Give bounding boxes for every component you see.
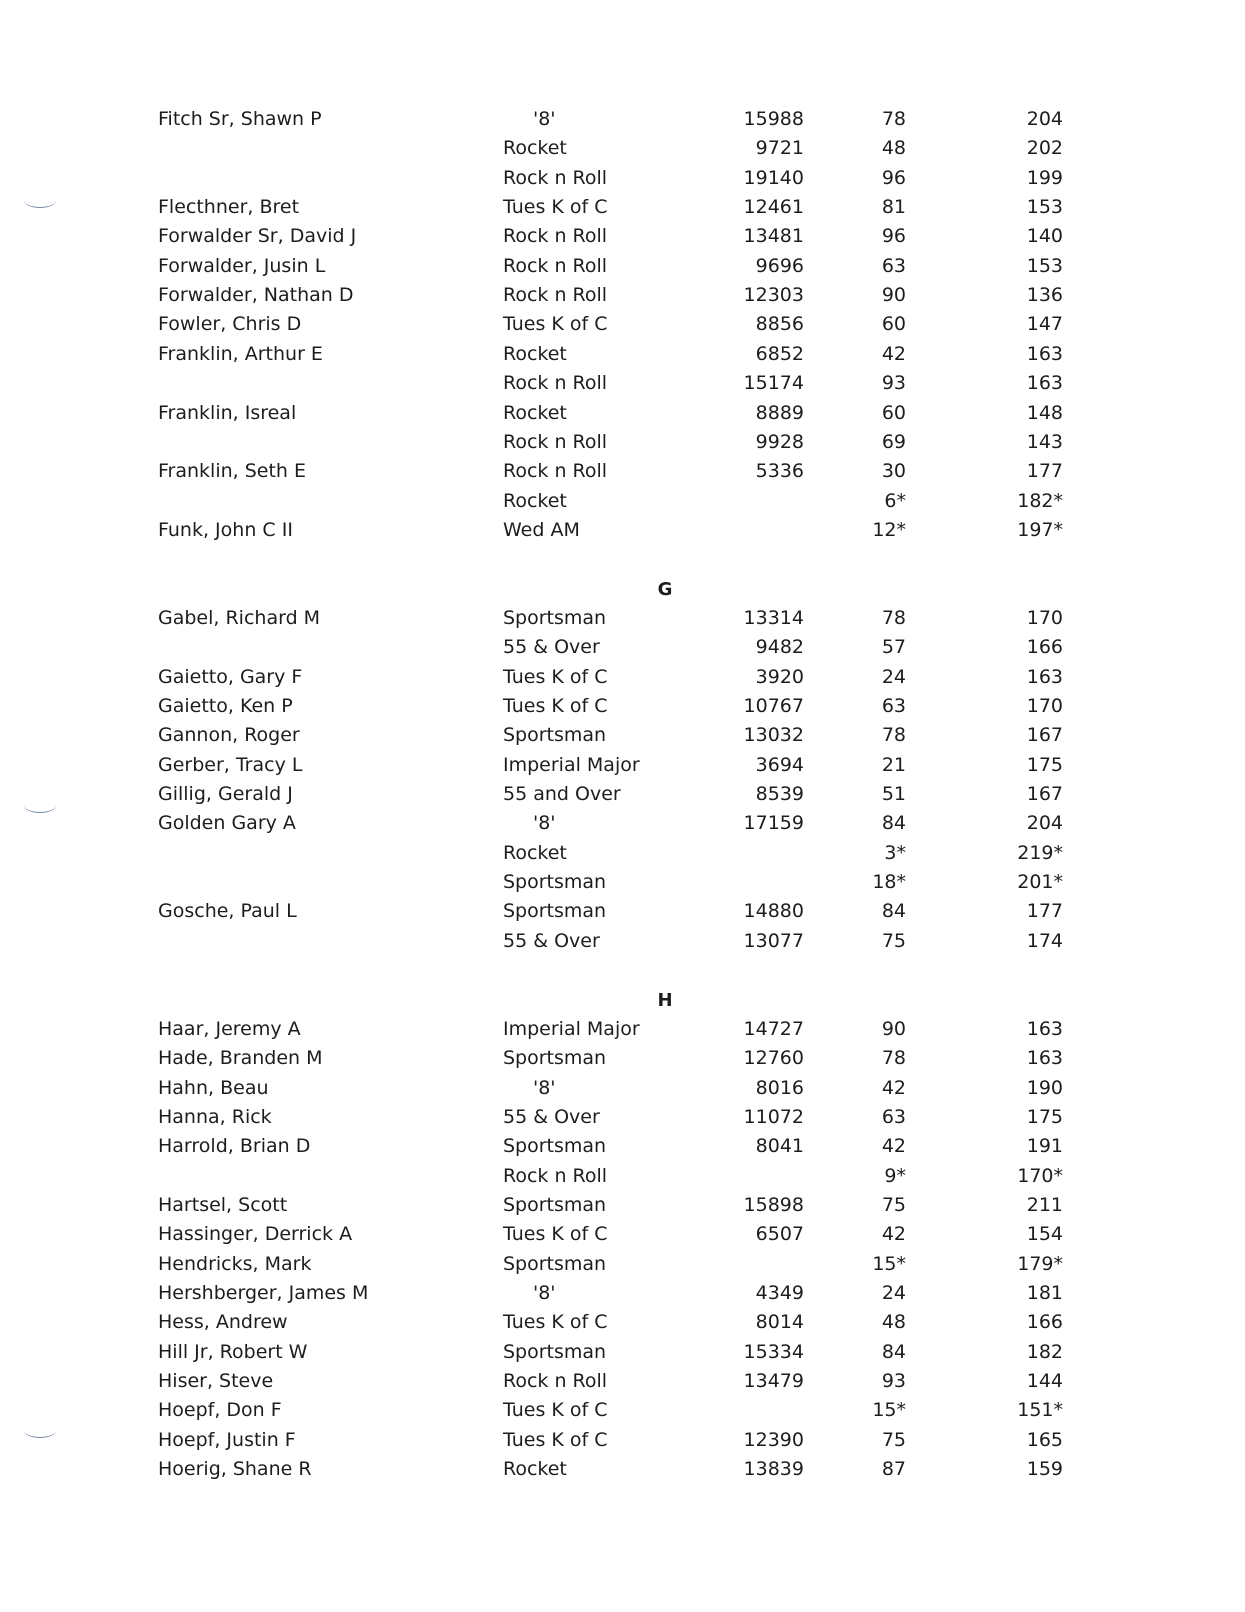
average-score: 166 <box>1026 636 1063 658</box>
average-score: 177 <box>1026 900 1063 922</box>
bowler-name: Gaietto, Ken P <box>158 695 293 717</box>
games-count: 63 <box>881 695 906 717</box>
games-count: 93 <box>881 372 906 394</box>
table-row <box>0 310 1245 339</box>
bowler-name: Hanna, Rick <box>158 1106 272 1128</box>
league-name: Tues K of C <box>503 666 608 688</box>
games-count: 84 <box>881 900 906 922</box>
games-count: 75 <box>881 1429 906 1451</box>
table-row <box>0 897 1245 926</box>
average-score: 140 <box>1026 225 1063 247</box>
league-name: Rock n Roll <box>503 225 608 247</box>
bowler-name: Haar, Jeremy A <box>158 1018 301 1040</box>
average-score: 147 <box>1026 313 1063 335</box>
games-count: 15* <box>872 1399 906 1421</box>
total-pins: 8539 <box>755 783 804 805</box>
bowler-name: Gannon, Roger <box>158 724 300 746</box>
average-score: 175 <box>1026 1106 1063 1128</box>
bowler-name: Hess, Andrew <box>158 1311 288 1333</box>
average-score: 202 <box>1026 137 1063 159</box>
total-pins: 13839 <box>743 1458 804 1480</box>
league-name: Rock n Roll <box>503 284 608 306</box>
average-score: 199 <box>1026 167 1063 189</box>
average-score: 174 <box>1026 930 1063 952</box>
league-name: Sportsman <box>503 1135 607 1157</box>
average-score: 166 <box>1026 1311 1063 1333</box>
table-row <box>0 252 1245 281</box>
games-count: 3* <box>884 842 906 864</box>
league-name: Rock n Roll <box>503 460 608 482</box>
bowler-name: Flecthner, Bret <box>158 196 300 218</box>
bowler-name: Hiser, Steve <box>158 1370 274 1392</box>
games-count: 42 <box>881 1077 906 1099</box>
average-score: 177 <box>1026 460 1063 482</box>
games-count: 78 <box>881 108 906 130</box>
average-score: 167 <box>1026 724 1063 746</box>
league-name: 55 & Over <box>503 930 600 952</box>
table-row <box>0 1367 1245 1396</box>
total-pins: 4349 <box>755 1282 804 1304</box>
total-pins: 6852 <box>755 343 804 365</box>
bowler-name: Hershberger, James M <box>158 1282 369 1304</box>
table-row <box>0 1162 1245 1191</box>
total-pins: 8889 <box>755 402 804 424</box>
total-pins: 11072 <box>743 1106 804 1128</box>
table-row <box>0 927 1245 956</box>
bowler-name: Golden Gary A <box>158 812 296 834</box>
league-name: Sportsman <box>503 1341 607 1363</box>
league-name: Rock n Roll <box>503 372 608 394</box>
total-pins: 19140 <box>743 167 804 189</box>
average-score: 165 <box>1026 1429 1063 1451</box>
table-row <box>0 839 1245 868</box>
average-score: 179* <box>1017 1253 1063 1275</box>
league-name: Rocket <box>503 490 567 512</box>
table-row <box>0 193 1245 222</box>
total-pins: 9928 <box>755 431 804 453</box>
league-name: Rock n Roll <box>503 431 608 453</box>
bowler-name: Hade, Branden M <box>158 1047 323 1069</box>
average-score: 143 <box>1026 431 1063 453</box>
bowler-name: Hahn, Beau <box>158 1077 269 1099</box>
games-count: 93 <box>881 1370 906 1392</box>
league-name: Imperial Major <box>503 754 640 776</box>
league-name: Imperial Major <box>503 1018 640 1040</box>
bowler-name: Hoerig, Shane R <box>158 1458 312 1480</box>
games-count: 84 <box>881 812 906 834</box>
table-row <box>0 1250 1245 1279</box>
league-name: '8' <box>533 1282 556 1304</box>
games-count: 48 <box>881 1311 906 1333</box>
bowler-name: Hartsel, Scott <box>158 1194 288 1216</box>
table-row <box>0 105 1245 134</box>
games-count: 18* <box>872 871 906 893</box>
total-pins: 3920 <box>755 666 804 688</box>
table-row <box>0 692 1245 721</box>
games-count: 63 <box>881 1106 906 1128</box>
league-name: Tues K of C <box>503 1429 608 1451</box>
league-name: Rock n Roll <box>503 167 608 189</box>
table-row <box>0 399 1245 428</box>
average-score: 181 <box>1026 1282 1063 1304</box>
average-score: 190 <box>1026 1077 1063 1099</box>
bowler-name: Franklin, Seth E <box>158 460 307 482</box>
league-name: 55 & Over <box>503 1106 600 1128</box>
games-count: 24 <box>881 666 906 688</box>
total-pins: 15988 <box>743 108 804 130</box>
games-count: 30 <box>881 460 906 482</box>
league-name: Tues K of C <box>503 1223 608 1245</box>
league-name: Rocket <box>503 1458 567 1480</box>
table-row <box>0 721 1245 750</box>
games-count: 75 <box>881 930 906 952</box>
league-name: Tues K of C <box>503 196 608 218</box>
total-pins: 13077 <box>743 930 804 952</box>
average-score: 204 <box>1026 108 1063 130</box>
average-score: 167 <box>1026 783 1063 805</box>
table-row <box>0 1044 1245 1073</box>
bowler-name: Gillig, Gerald J <box>158 783 293 805</box>
games-count: 63 <box>881 255 906 277</box>
bowler-name: Hoepf, Justin F <box>158 1429 296 1451</box>
table-row <box>0 1074 1245 1103</box>
league-name: Sportsman <box>503 871 607 893</box>
total-pins: 12303 <box>743 284 804 306</box>
average-score: 182* <box>1017 490 1063 512</box>
total-pins: 9721 <box>755 137 804 159</box>
average-score: 153 <box>1026 196 1063 218</box>
bowler-name: Harrold, Brian D <box>158 1135 311 1157</box>
games-count: 24 <box>881 1282 906 1304</box>
total-pins: 12461 <box>743 196 804 218</box>
average-score: 148 <box>1026 402 1063 424</box>
bowler-name: Hoepf, Don F <box>158 1399 282 1421</box>
table-row <box>0 516 1245 545</box>
games-count: 78 <box>881 724 906 746</box>
table-row <box>0 1396 1245 1425</box>
table-row <box>0 1338 1245 1367</box>
table-row <box>0 604 1245 633</box>
total-pins: 10767 <box>743 695 804 717</box>
games-count: 90 <box>881 1018 906 1040</box>
games-count: 48 <box>881 137 906 159</box>
total-pins: 15898 <box>743 1194 804 1216</box>
games-count: 21 <box>881 754 906 776</box>
league-name: Rocket <box>503 137 567 159</box>
bowler-name: Fowler, Chris D <box>158 313 302 335</box>
games-count: 42 <box>881 343 906 365</box>
league-name: Tues K of C <box>503 1399 608 1421</box>
total-pins: 8856 <box>755 313 804 335</box>
total-pins: 17159 <box>743 812 804 834</box>
average-score: 211 <box>1026 1194 1063 1216</box>
total-pins: 13479 <box>743 1370 804 1392</box>
table-row <box>0 164 1245 193</box>
total-pins: 13032 <box>743 724 804 746</box>
league-name: Sportsman <box>503 1253 607 1275</box>
total-pins: 8041 <box>755 1135 804 1157</box>
total-pins: 15174 <box>743 372 804 394</box>
league-name: '8' <box>533 108 556 130</box>
average-score: 191 <box>1026 1135 1063 1157</box>
league-name: Sportsman <box>503 724 607 746</box>
bowler-name: Forwalder Sr, David J <box>158 225 357 247</box>
average-score: 163 <box>1026 1047 1063 1069</box>
league-name: 55 & Over <box>503 636 600 658</box>
bowler-name: Forwalder, Nathan D <box>158 284 354 306</box>
table-row <box>0 1103 1245 1132</box>
table-row <box>0 1015 1245 1044</box>
games-count: 96 <box>881 225 906 247</box>
average-score: 204 <box>1026 812 1063 834</box>
league-name: Sportsman <box>503 900 607 922</box>
league-name: Wed AM <box>503 519 580 541</box>
league-name: '8' <box>533 812 556 834</box>
league-name: Rocket <box>503 343 567 365</box>
average-score: 182 <box>1026 1341 1063 1363</box>
league-name: Rock n Roll <box>503 1165 608 1187</box>
average-score: 154 <box>1026 1223 1063 1245</box>
average-score: 163 <box>1026 666 1063 688</box>
table-row <box>0 134 1245 163</box>
total-pins: 3694 <box>755 754 804 776</box>
table-row <box>0 1191 1245 1220</box>
league-name: Sportsman <box>503 607 607 629</box>
table-row <box>0 487 1245 516</box>
table-row <box>0 751 1245 780</box>
total-pins: 13481 <box>743 225 804 247</box>
total-pins: 5336 <box>755 460 804 482</box>
games-count: 42 <box>881 1223 906 1245</box>
games-count: 42 <box>881 1135 906 1157</box>
bowler-name: Franklin, Arthur E <box>158 343 323 365</box>
total-pins: 12390 <box>743 1429 804 1451</box>
league-name: Sportsman <box>503 1047 607 1069</box>
league-name: '8' <box>533 1077 556 1099</box>
games-count: 12* <box>872 519 906 541</box>
table-row <box>0 369 1245 398</box>
bowler-name: Funk, John C II <box>158 519 293 541</box>
bowler-name: Fitch Sr, Shawn P <box>158 108 322 130</box>
average-score: 175 <box>1026 754 1063 776</box>
total-pins: 12760 <box>743 1047 804 1069</box>
average-score: 136 <box>1026 284 1063 306</box>
games-count: 84 <box>881 1341 906 1363</box>
table-row <box>0 340 1245 369</box>
average-score: 201* <box>1017 871 1063 893</box>
table-row <box>0 457 1245 486</box>
games-count: 6* <box>884 490 906 512</box>
total-pins: 14727 <box>743 1018 804 1040</box>
table-row <box>0 428 1245 457</box>
games-count: 90 <box>881 284 906 306</box>
table-row <box>0 633 1245 662</box>
games-count: 69 <box>881 431 906 453</box>
league-name: Rocket <box>503 842 567 864</box>
league-name: 55 and Over <box>503 783 621 805</box>
average-score: 153 <box>1026 255 1063 277</box>
games-count: 51 <box>881 783 906 805</box>
bowler-name: Hassinger, Derrick A <box>158 1223 353 1245</box>
league-name: Rock n Roll <box>503 1370 608 1392</box>
bowler-name: Gaietto, Gary F <box>158 666 303 688</box>
table-row <box>0 1426 1245 1455</box>
total-pins: 15334 <box>743 1341 804 1363</box>
league-name: Rock n Roll <box>503 255 608 277</box>
section-letter-header: H <box>657 990 673 1011</box>
bowler-name: Hendricks, Mark <box>158 1253 312 1275</box>
average-score: 163 <box>1026 1018 1063 1040</box>
games-count: 81 <box>881 196 906 218</box>
total-pins: 9482 <box>755 636 804 658</box>
bowler-name: Forwalder, Jusin L <box>158 255 326 277</box>
games-count: 57 <box>881 636 906 658</box>
games-count: 87 <box>881 1458 906 1480</box>
table-row <box>0 1132 1245 1161</box>
league-name: Sportsman <box>503 1194 607 1216</box>
games-count: 96 <box>881 167 906 189</box>
table-row <box>0 1455 1245 1484</box>
table-row <box>0 663 1245 692</box>
average-score: 163 <box>1026 372 1063 394</box>
average-score: 170 <box>1026 607 1063 629</box>
bowler-name: Franklin, Isreal <box>158 402 297 424</box>
table-row <box>0 868 1245 897</box>
league-name: Rocket <box>503 402 567 424</box>
average-score: 219* <box>1017 842 1063 864</box>
table-row <box>0 1308 1245 1337</box>
games-count: 78 <box>881 1047 906 1069</box>
games-count: 15* <box>872 1253 906 1275</box>
bowler-name: Gosche, Paul L <box>158 900 297 922</box>
average-score: 163 <box>1026 343 1063 365</box>
games-count: 60 <box>881 313 906 335</box>
games-count: 60 <box>881 402 906 424</box>
table-row <box>0 1279 1245 1308</box>
section-letter-header: G <box>657 579 673 600</box>
table-row <box>0 809 1245 838</box>
games-count: 78 <box>881 607 906 629</box>
total-pins: 9696 <box>755 255 804 277</box>
table-row <box>0 780 1245 809</box>
total-pins: 6507 <box>755 1223 804 1245</box>
average-score: 151* <box>1017 1399 1063 1421</box>
bowler-name: Gabel, Richard M <box>158 607 321 629</box>
bowler-name: Hill Jr, Robert W <box>158 1341 308 1363</box>
total-pins: 14880 <box>743 900 804 922</box>
average-score: 159 <box>1026 1458 1063 1480</box>
games-count: 9* <box>884 1165 906 1187</box>
total-pins: 13314 <box>743 607 804 629</box>
games-count: 75 <box>881 1194 906 1216</box>
average-score: 144 <box>1026 1370 1063 1392</box>
total-pins: 8014 <box>755 1311 804 1333</box>
average-score: 197* <box>1017 519 1063 541</box>
table-row <box>0 222 1245 251</box>
total-pins: 8016 <box>755 1077 804 1099</box>
table-row <box>0 1220 1245 1249</box>
league-name: Tues K of C <box>503 1311 608 1333</box>
league-name: Tues K of C <box>503 313 608 335</box>
league-name: Tues K of C <box>503 695 608 717</box>
table-row <box>0 281 1245 310</box>
average-score: 170 <box>1026 695 1063 717</box>
bowler-name: Gerber, Tracy L <box>158 754 303 776</box>
average-score: 170* <box>1017 1165 1063 1187</box>
